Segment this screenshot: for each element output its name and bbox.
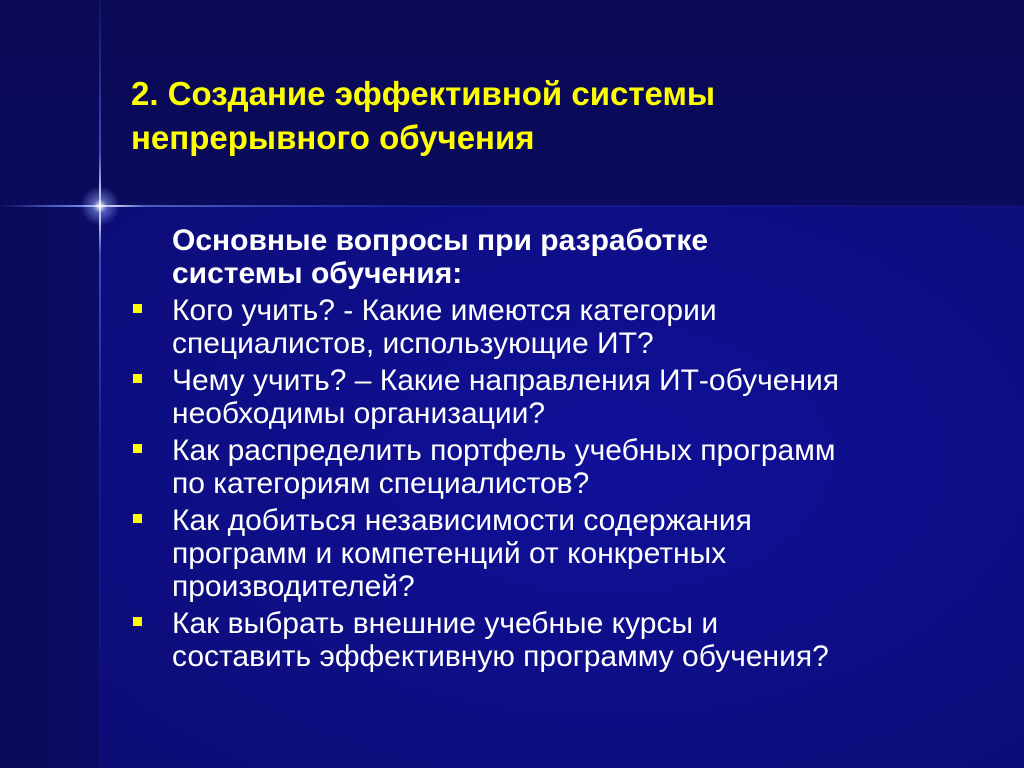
left-sidebar-background (0, 206, 100, 768)
bullet-line: Как выбрать внешние учебные курсы и (172, 607, 719, 640)
bullet-line: Как добиться независимости содержания (172, 504, 752, 537)
bullet-line: специалистов, использующие ИТ? (172, 327, 654, 360)
bullet-text (172, 364, 990, 430)
light-flare-star-icon (80, 186, 120, 226)
bullet-text (172, 607, 990, 673)
bullet-item (130, 364, 990, 430)
bullet-line: программ и компетенций от конкретных (172, 537, 727, 570)
bullet-line: Кого учить? - Какие имеются категории (172, 294, 717, 327)
intro-heading-line: Основные вопросы при разработке (172, 224, 709, 257)
square-bullet-icon (133, 617, 142, 626)
bullet-text (172, 294, 990, 360)
bullet-line: необходимы организации? (172, 397, 546, 430)
slide-body (130, 224, 990, 677)
square-bullet-icon (133, 304, 142, 313)
square-bullet-icon (133, 374, 142, 383)
bullet-line: производителей? (172, 570, 415, 603)
slide-title-line: непрерывного обучения (131, 119, 535, 156)
intro-heading-line: системы обучения: (172, 257, 463, 290)
slide-title (131, 72, 991, 160)
bullet-text (172, 434, 990, 500)
bullet-item (130, 294, 990, 360)
bullet-line: по категориям специалистов? (172, 467, 590, 500)
bullet-line: составить эффективную программу обучения? (172, 640, 829, 673)
horizontal-divider-line (0, 205, 1024, 207)
bullet-item (130, 504, 990, 603)
intro-heading (172, 224, 990, 290)
square-bullet-icon (133, 444, 142, 453)
bullet-text (172, 504, 990, 603)
square-bullet-icon (133, 514, 142, 523)
slide-title-line: 2. Создание эффективной системы (131, 75, 716, 112)
bullet-item (130, 607, 990, 673)
bullet-item (130, 434, 990, 500)
bullet-line: Как распределить портфель учебных программ (172, 434, 836, 467)
vertical-divider-line (99, 0, 101, 768)
bullet-line: Чему учить? – Какие направления ИТ-обучения (172, 364, 840, 397)
bullet-list (130, 294, 990, 673)
